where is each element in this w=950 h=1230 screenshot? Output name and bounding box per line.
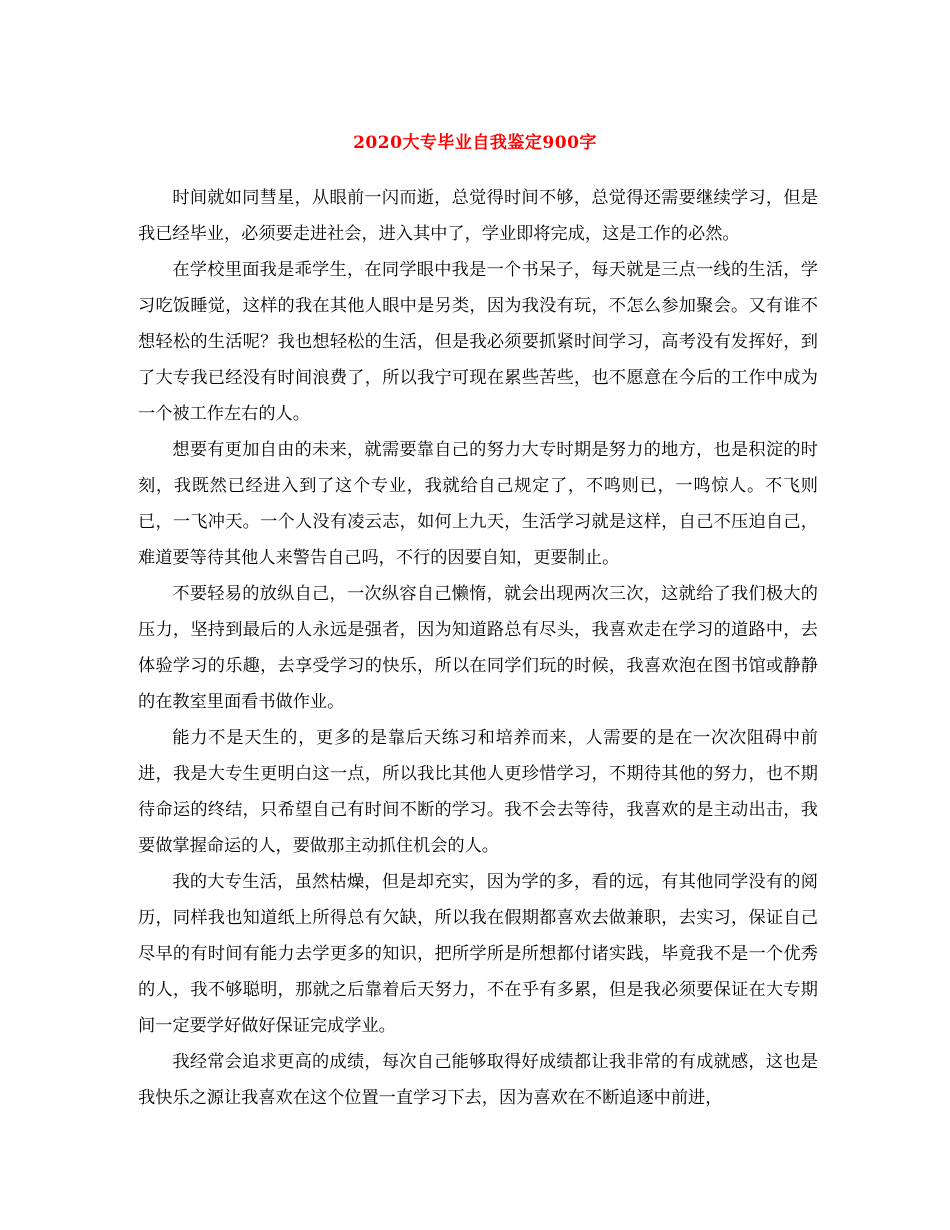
paragraph-2: 在学校里面我是乖学生，在同学眼中我是一个书呆子，每天就是三点一线的生活，学习吃饭睡觉，这样的我在其他人眼中是另类，因为我没有玩，不怎么参加聚会。又有谁不想轻松的生活呢？我也想轻松的生活，但是我必须要抓紧时间学习，高考没有发挥好，到了大专我已经没有时间浪费了，所以我宁可现在累些苦些，也不愿意在今后的工作中成为一个被工作左右的人。 bbox=[138, 260, 818, 424]
document-title: 2020大专毕业自我鉴定900字 bbox=[353, 133, 597, 153]
paragraph-3: 想要有更加自由的未来，就需要靠自己的努力大专时期是努力的地方，也是积淀的时刻，我既然已经进入到了这个专业，我就给自己规定了，不鸣则已，一鸣惊人。不飞则已，一飞冲天。一个人没有凌云志，如何上九天，生活学习就是这样，自己不压迫自己，难道要等待其他人来警告自己吗，不行的因要自知，更要制止。 bbox=[138, 440, 818, 568]
paragraph-1: 时间就如同彗星，从眼前一闪而逝，总觉得时间不够，总觉得还需要继续学习，但是我已经毕业，必须要走进社会，进入其中了，学业即将完成，这是工作的必然。 bbox=[138, 188, 818, 244]
paragraph-5: 能力不是天生的，更多的是靠后天练习和培养而来，人需要的是在一次次阻碍中前进，我是大专生更明白这一点，所以我比其他人更珍惜学习，不期待其他的努力，也不期待命运的终结，只希望自己有时间不断的学习。我不会去等待，我喜欢的是主动出击，我要做掌握命运的人，要做那主动抓住机会的人。 bbox=[138, 728, 818, 856]
paragraph-4: 不要轻易的放纵自己，一次纵容自己懒惰，就会出现两次三次，这就给了我们极大的压力，坚持到最后的人永远是强者，因为知道路总有尽头，我喜欢走在学习的道路中，去体验学习的乐趣，去享受学习的快乐，所以在同学们玩的时候，我喜欢泡在图书馆或静静的在教室里面看书做作业。 bbox=[138, 584, 818, 712]
paragraph-7: 我经常会追求更高的成绩，每次自己能够取得好成绩都让我非常的有成就感，这也是我快乐之源让我喜欢在这个位置一直学习下去，因为喜欢在不断追逐中前进， bbox=[138, 1052, 818, 1108]
document-body bbox=[138, 180, 818, 1116]
paragraph-6: 我的大专生活，虽然枯燥，但是却充实，因为学的多，看的远，有其他同学没有的阅历，同样我也知道纸上所得总有欠缺，所以我在假期都喜欢去做兼职，去实习，保证自己尽早的有时间有能力去学更多的知识，把所学所是所想都付诸实践，毕竟我不是一个优秀的人，我不够聪明，那就之后靠着后天努力，不在乎有多累，但是我必须要保证在大专期间一定要学好做好保证完成学业。 bbox=[138, 872, 818, 1036]
